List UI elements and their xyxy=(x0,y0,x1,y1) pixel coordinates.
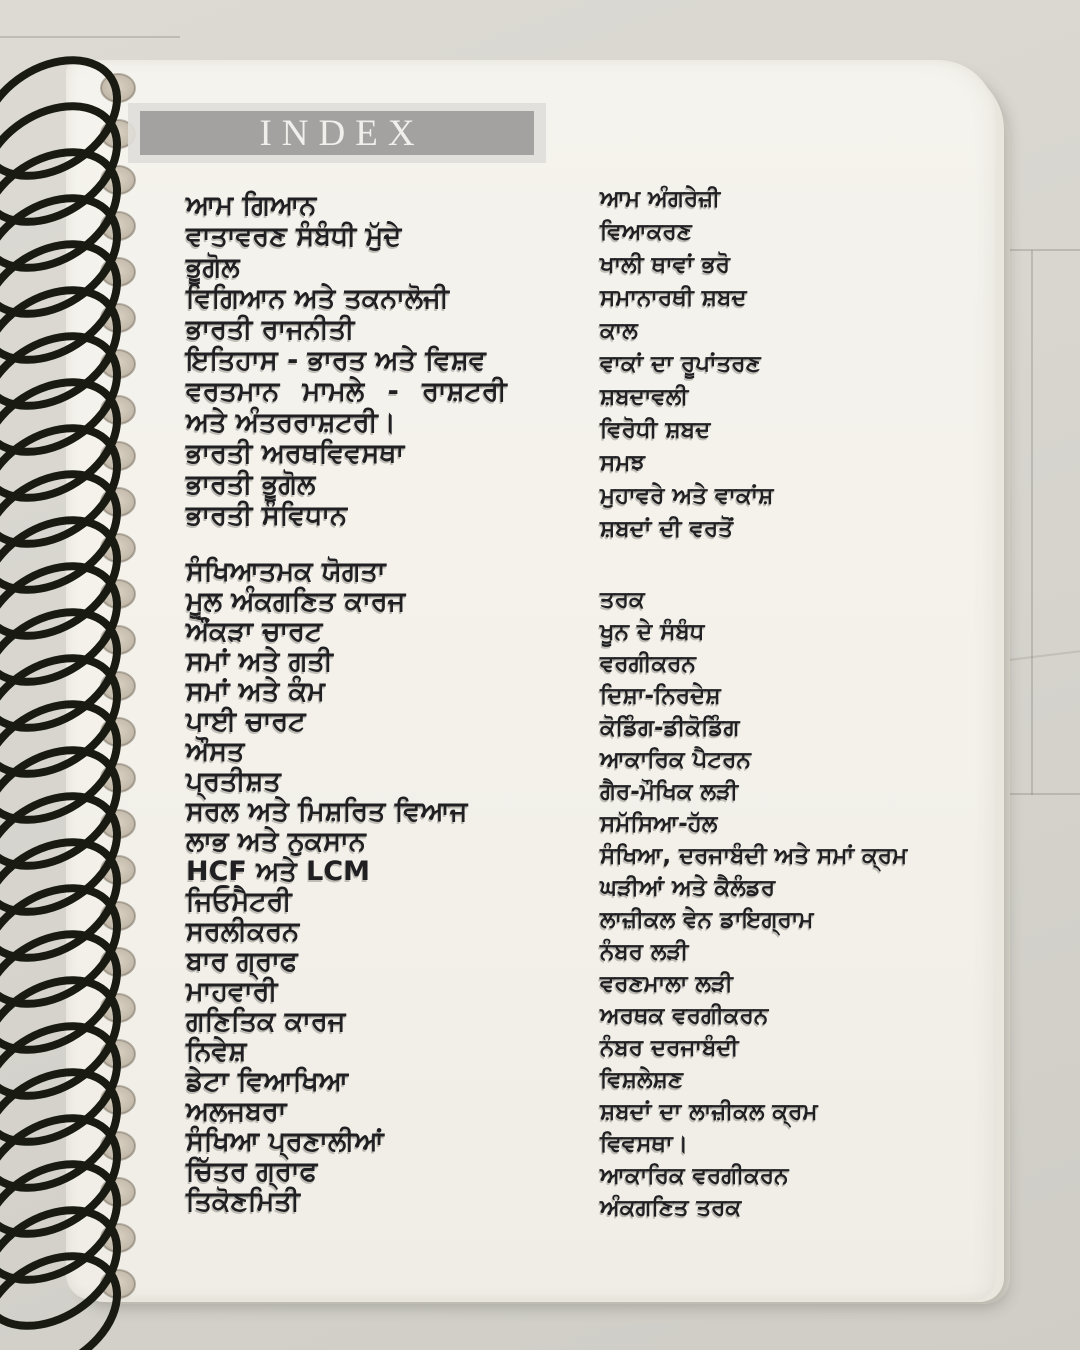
index-item: ਸਮਾਨਾਰਥੀ ਸ਼ਬਦ xyxy=(600,285,747,311)
index-item: ਪਾਈ ਚਾਰਟ xyxy=(186,706,306,737)
page-title: INDEX xyxy=(259,112,425,154)
right-column-section-2 xyxy=(600,584,1040,1224)
index-item: ਭਾਰਤੀ ਭੂਗੋਲ xyxy=(186,469,316,500)
index-item: ਨੰਬਰ ਦਰਜਾਬੰਦੀ xyxy=(600,1035,739,1061)
index-item: ਮੁਹਾਵਰੇ ਅਤੇ ਵਾਕਾਂਸ਼ xyxy=(600,483,774,509)
index-item: ਭੂਗੋਲ xyxy=(186,252,240,283)
index-item: ਤਿਕੋਣਮਿਤੀ xyxy=(186,1186,300,1217)
index-item: ਵਾਤਾਵਰਣ ਸੰਬੰਧੀ ਮੁੱਦੇ xyxy=(186,221,402,252)
index-item: ਸੰਖਿਆ, ਦਰਜਾਬੰਦੀ ਅਤੇ ਸਮਾਂ ਕ੍ਰਮ xyxy=(600,843,908,869)
index-item: ਪ੍ਰਤੀਸ਼ਤ xyxy=(186,766,281,797)
index-item: ਨਿਵੇਸ਼ xyxy=(186,1036,247,1067)
index-item: ਦਿਸ਼ਾ-ਨਿਰਦੇਸ਼ xyxy=(600,683,721,709)
index-item: ਘੜੀਆਂ ਅਤੇ ਕੈਲੰਡਰ xyxy=(600,875,776,901)
index-item: ਸ਼ਬਦਾਵਲੀ xyxy=(600,384,689,410)
index-item: ਭਾਰਤੀ ਰਾਜਨੀਤੀ xyxy=(186,314,355,345)
index-item: ਸੰਖਿਆ ਪ੍ਰਣਾਲੀਆਂ xyxy=(186,1126,384,1157)
index-item: ਤਰਕ xyxy=(600,587,645,613)
index-item: ਆਕਾਰਿਕ ਵਰਗੀਕਰਨ xyxy=(600,1163,789,1189)
index-banner xyxy=(128,103,546,163)
index-item: ਭਾਰਤੀ ਅਰਥਵਿਵਸਥਾ xyxy=(186,438,405,469)
index-item: ਵਿਵਸਥਾ। xyxy=(600,1131,689,1157)
index-item: ਮੂਲ ਅੰਕਗਣਿਤ ਕਾਰਜ xyxy=(186,586,406,617)
right-column xyxy=(600,183,1040,1224)
index-item: ਵਰਣਮਾਲਾ ਲੜੀ xyxy=(600,971,733,997)
index-item: ਚਿੱਤਰ ਗ੍ਰਾਫ xyxy=(186,1156,318,1187)
index-item: ਵਿਆਕਰਣ xyxy=(600,219,692,245)
index-item: ਆਮ ਅੰਗਰੇਜ਼ੀ xyxy=(600,186,721,212)
index-item: ਅਰਥਕ ਵਰਗੀਕਰਨ xyxy=(600,1003,769,1029)
index-item: ਕਾਲ xyxy=(600,318,638,344)
index-item: ਆਕਾਰਿਕ ਪੈਟਰਨ xyxy=(600,747,751,773)
index-item: ਬਾਰ ਗ੍ਰਾਫ xyxy=(186,946,298,977)
index-item: ਵਿਸ਼ਲੇਸ਼ਣ xyxy=(600,1067,683,1093)
left-column xyxy=(186,190,576,1217)
index-item: ਵਾਕਾਂ ਦਾ ਰੂਪਾਂਤਰਣ xyxy=(600,351,761,377)
index-item: ਨੰਬਰ ਲੜੀ xyxy=(600,939,689,965)
index-item: ਸਮਾਂ ਅਤੇ ਗਤੀ xyxy=(186,646,333,677)
index-item: ਸ਼ਬਦਾਂ ਦਾ ਲਾਜ਼ੀਕਲ ਕ੍ਰਮ xyxy=(600,1099,818,1125)
index-item: ਭਾਰਤੀ ਸੰਵਿਧਾਨ xyxy=(186,500,348,531)
index-item: ਸੰਖਿਆਤਮਕ ਯੋਗਤਾ xyxy=(186,556,386,587)
index-banner-plate xyxy=(140,111,534,155)
left-column-section-2 xyxy=(186,557,576,1217)
index-item: ਵਿਗਿਆਨ ਅਤੇ ਤਕਨਾਲੋਜੀ xyxy=(186,283,449,314)
index-item: ਅਤੇ ਅੰਤਰਰਾਸ਼ਟਰੀ। xyxy=(186,407,396,438)
index-item: ਵਰਗੀਕਰਨ xyxy=(600,651,696,677)
index-item: ਖੂਨ ਦੇ ਸੰਬੰਧ xyxy=(600,619,705,645)
index-item: ਕੋਡਿੰਗ-ਡੀਕੋਡਿੰਗ xyxy=(600,715,740,741)
index-item: ਵਿਰੋਧੀ ਸ਼ਬਦ xyxy=(600,417,711,443)
index-item: ਖਾਲੀ ਥਾਵਾਂ ਭਰੋ xyxy=(600,252,731,278)
index-item: ਮਾਹਵਾਰੀ xyxy=(186,976,278,1007)
index-item: ਸਮੱਸਿਆ-ਹੱਲ xyxy=(600,811,718,837)
index-item: ਲਾਜ਼ੀਕਲ ਵੇਨ ਡਾਇਗ੍ਰਾਮ xyxy=(600,907,814,933)
index-item: ਸਮਝ xyxy=(600,450,645,476)
index-item: ਸ਼ਬਦਾਂ ਦੀ ਵਰਤੋਂ xyxy=(600,516,733,542)
index-item: ਗੈਰ-ਮੌਖਿਕ ਲੜੀ xyxy=(600,779,739,805)
index-item: ਸਰਲੀਕਰਨ xyxy=(186,916,300,947)
index-item: ਸਮਾਂ ਅਤੇ ਕੰਮ xyxy=(186,676,325,707)
index-item: HCF ਅਤੇ LCM xyxy=(186,856,371,887)
index-item: ਅਲਜਬਰਾ xyxy=(186,1096,287,1127)
right-column-section-1 xyxy=(600,183,1040,546)
index-item: ਗਣਿਤਿਕ ਕਾਰਜ xyxy=(186,1006,346,1037)
left-column-section-1 xyxy=(186,190,576,531)
index-item: ਔਂਕੜਾ ਚਾਰਟ xyxy=(186,616,323,647)
index-item: ਵਰਤਮਾਨ ਮਾਮਲੇ - ਰਾਸ਼ਟਰੀ xyxy=(186,376,507,407)
index-item: ਡੇਟਾ ਵਿਆਖਿਆ xyxy=(186,1066,349,1097)
index-item: ਔਸਤ xyxy=(186,736,245,767)
index-item: ਲਾਭ ਅਤੇ ਨੁਕਸਾਨ xyxy=(186,826,366,857)
index-item: ਸਰਲ ਅਤੇ ਮਿਸ਼ਰਿਤ ਵਿਆਜ xyxy=(186,796,468,827)
index-item: ਅੰਕਗਣਿਤ ਤਰਕ xyxy=(600,1195,742,1221)
index-item: ਇਤਿਹਾਸ - ਭਾਰਤ ਅਤੇ ਵਿਸ਼ਵ xyxy=(186,345,486,376)
index-item: ਆਮ ਗਿਆਨ xyxy=(186,190,317,221)
index-item: ਜਿਓਮੈਟਰੀ xyxy=(186,886,292,917)
